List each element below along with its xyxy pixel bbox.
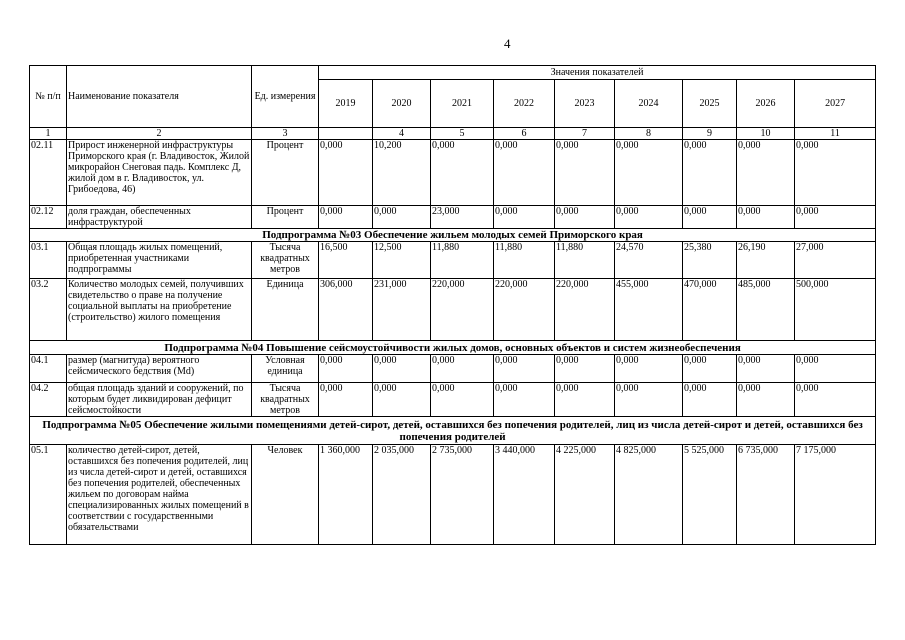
table-row bbox=[30, 242, 876, 279]
indicator-name: Количество молодых семей, получивших свидетельство о праве на получение социальной выплаты на приобретение (строительство) жилого помещения bbox=[67, 279, 252, 341]
value-cell: 0,000 bbox=[795, 383, 876, 417]
header-year: 2025 bbox=[683, 80, 737, 128]
subprogram-row bbox=[30, 417, 876, 445]
subprogram-row bbox=[30, 341, 876, 355]
value-cell: 0,000 bbox=[319, 355, 373, 383]
indicators-table bbox=[29, 65, 876, 545]
value-cell: 0,000 bbox=[494, 140, 555, 206]
value-cell: 231,000 bbox=[373, 279, 431, 341]
table-row bbox=[30, 383, 876, 417]
column-number: 7 bbox=[555, 128, 615, 140]
value-cell: 11,880 bbox=[431, 242, 494, 279]
header-unit: Ед. измерения bbox=[252, 66, 319, 128]
value-cell: 3 440,000 bbox=[494, 445, 555, 545]
table-row bbox=[30, 206, 876, 229]
value-cell: 0,000 bbox=[737, 355, 795, 383]
value-cell: 2 035,000 bbox=[373, 445, 431, 545]
indicator-name: Общая площадь жилых помещений, приобретенная участниками подпрограммы bbox=[67, 242, 252, 279]
column-number: 5 bbox=[431, 128, 494, 140]
subprogram-title: Подпрограмма №04 Повышение сейсмоустойчивости жилых домов, основных объектов и систем жизнеобеспечения bbox=[30, 341, 876, 355]
header-year: 2020 bbox=[373, 80, 431, 128]
row-number: 04.2 bbox=[30, 383, 67, 417]
value-cell: 0,000 bbox=[795, 140, 876, 206]
value-cell: 0,000 bbox=[683, 140, 737, 206]
value-cell: 0,000 bbox=[431, 355, 494, 383]
subprogram-title: Подпрограмма №05 Обеспечение жилыми помещениями детей-сирот, детей, оставшихся без попечения родителей, лиц из числа детей-сирот и детей, оставшихся без попечения родителей bbox=[30, 417, 876, 445]
column-number: 9 bbox=[683, 128, 737, 140]
value-cell: 0,000 bbox=[683, 355, 737, 383]
column-number: 2 bbox=[67, 128, 252, 140]
value-cell: 7 175,000 bbox=[795, 445, 876, 545]
indicator-name: количество детей-сирот, детей, оставшихся без попечения родителей, лиц из числа детей-сирот и детей, оставшихся без попечения родителей, обеспеченных жильем по договорам найма специализированных жилых помещений в соответствии с государственными обязательствами bbox=[67, 445, 252, 545]
value-cell: 27,000 bbox=[795, 242, 876, 279]
indicator-name: доля граждан, обеспеченных инфраструктурой bbox=[67, 206, 252, 229]
value-cell: 10,200 bbox=[373, 140, 431, 206]
value-cell: 23,000 bbox=[431, 206, 494, 229]
value-cell: 0,000 bbox=[555, 140, 615, 206]
value-cell: 0,000 bbox=[615, 383, 683, 417]
header-year: 2019 bbox=[319, 80, 373, 128]
value-cell: 0,000 bbox=[494, 383, 555, 417]
column-number bbox=[319, 128, 373, 140]
header-no: № п/п bbox=[30, 66, 67, 128]
value-cell: 0,000 bbox=[319, 140, 373, 206]
row-number: 04.1 bbox=[30, 355, 67, 383]
value-cell: 11,880 bbox=[494, 242, 555, 279]
column-number: 4 bbox=[373, 128, 431, 140]
value-cell: 2 735,000 bbox=[431, 445, 494, 545]
unit-cell: Человек bbox=[252, 445, 319, 545]
column-number: 3 bbox=[252, 128, 319, 140]
header-year: 2022 bbox=[494, 80, 555, 128]
row-number: 05.1 bbox=[30, 445, 67, 545]
value-cell: 4 825,000 bbox=[615, 445, 683, 545]
value-cell: 0,000 bbox=[431, 140, 494, 206]
unit-cell: Процент bbox=[252, 140, 319, 206]
header-name: Наименование показателя bbox=[67, 66, 252, 128]
value-cell: 0,000 bbox=[373, 383, 431, 417]
value-cell: 306,000 bbox=[319, 279, 373, 341]
value-cell: 5 525,000 bbox=[683, 445, 737, 545]
value-cell: 0,000 bbox=[683, 206, 737, 229]
value-cell: 12,500 bbox=[373, 242, 431, 279]
column-number: 8 bbox=[615, 128, 683, 140]
table-row bbox=[30, 140, 876, 206]
page-number: 4 bbox=[504, 36, 511, 51]
header-year: 2027 bbox=[795, 80, 876, 128]
column-number: 1 bbox=[30, 128, 67, 140]
row-number: 03.2 bbox=[30, 279, 67, 341]
value-cell: 0,000 bbox=[555, 206, 615, 229]
value-cell: 0,000 bbox=[373, 355, 431, 383]
header-values-title: Значения показателей bbox=[319, 66, 876, 80]
value-cell: 0,000 bbox=[737, 383, 795, 417]
unit-cell: Тысяча квадратных метров bbox=[252, 383, 319, 417]
value-cell: 0,000 bbox=[494, 355, 555, 383]
value-cell: 220,000 bbox=[431, 279, 494, 341]
value-cell: 0,000 bbox=[683, 383, 737, 417]
table-row bbox=[30, 279, 876, 341]
table-row bbox=[30, 445, 876, 545]
value-cell: 16,500 bbox=[319, 242, 373, 279]
value-cell: 485,000 bbox=[737, 279, 795, 341]
value-cell: 470,000 bbox=[683, 279, 737, 341]
value-cell: 0,000 bbox=[615, 206, 683, 229]
unit-cell: Тысяча квадратных метров bbox=[252, 242, 319, 279]
header-year: 2023 bbox=[555, 80, 615, 128]
value-cell: 6 735,000 bbox=[737, 445, 795, 545]
value-cell: 1 360,000 bbox=[319, 445, 373, 545]
value-cell: 0,000 bbox=[555, 383, 615, 417]
value-cell: 0,000 bbox=[795, 206, 876, 229]
value-cell: 0,000 bbox=[737, 206, 795, 229]
table-row bbox=[30, 355, 876, 383]
row-number: 02.11 bbox=[30, 140, 67, 206]
value-cell: 0,000 bbox=[319, 383, 373, 417]
header-year: 2026 bbox=[737, 80, 795, 128]
column-number: 6 bbox=[494, 128, 555, 140]
value-cell: 0,000 bbox=[795, 355, 876, 383]
value-cell: 0,000 bbox=[615, 140, 683, 206]
value-cell: 0,000 bbox=[555, 355, 615, 383]
indicator-name: общая площадь зданий и сооружений, по которым будет ликвидирован дефицит сейсмостойкости bbox=[67, 383, 252, 417]
value-cell: 0,000 bbox=[319, 206, 373, 229]
value-cell: 0,000 bbox=[615, 355, 683, 383]
value-cell: 25,380 bbox=[683, 242, 737, 279]
subprogram-title: Подпрограмма №03 Обеспечение жильем молодых семей Приморского края bbox=[30, 229, 876, 242]
column-number: 11 bbox=[795, 128, 876, 140]
value-cell: 220,000 bbox=[494, 279, 555, 341]
indicator-name: размер (магнитуда) вероятного сейсмического бедствия (Md) bbox=[67, 355, 252, 383]
value-cell: 24,570 bbox=[615, 242, 683, 279]
value-cell: 0,000 bbox=[373, 206, 431, 229]
row-number: 03.1 bbox=[30, 242, 67, 279]
value-cell: 455,000 bbox=[615, 279, 683, 341]
value-cell: 11,880 bbox=[555, 242, 615, 279]
header-year: 2021 bbox=[431, 80, 494, 128]
value-cell: 220,000 bbox=[555, 279, 615, 341]
value-cell: 0,000 bbox=[737, 140, 795, 206]
value-cell: 500,000 bbox=[795, 279, 876, 341]
column-number: 10 bbox=[737, 128, 795, 140]
unit-cell: Процент bbox=[252, 206, 319, 229]
value-cell: 4 225,000 bbox=[555, 445, 615, 545]
value-cell: 26,190 bbox=[737, 242, 795, 279]
value-cell: 0,000 bbox=[494, 206, 555, 229]
header-year: 2024 bbox=[615, 80, 683, 128]
unit-cell: Условная единица bbox=[252, 355, 319, 383]
subprogram-row bbox=[30, 229, 876, 242]
row-number: 02.12 bbox=[30, 206, 67, 229]
unit-cell: Единица bbox=[252, 279, 319, 341]
indicator-name: Прирост инженерной инфраструктуры Приморского края (г. Владивосток, Жилой микрорайон Снеговая падь. Комплекс Д, жилой дом в г. Владивосток, ул. Грибоедова, 46) bbox=[67, 140, 252, 206]
value-cell: 0,000 bbox=[431, 383, 494, 417]
